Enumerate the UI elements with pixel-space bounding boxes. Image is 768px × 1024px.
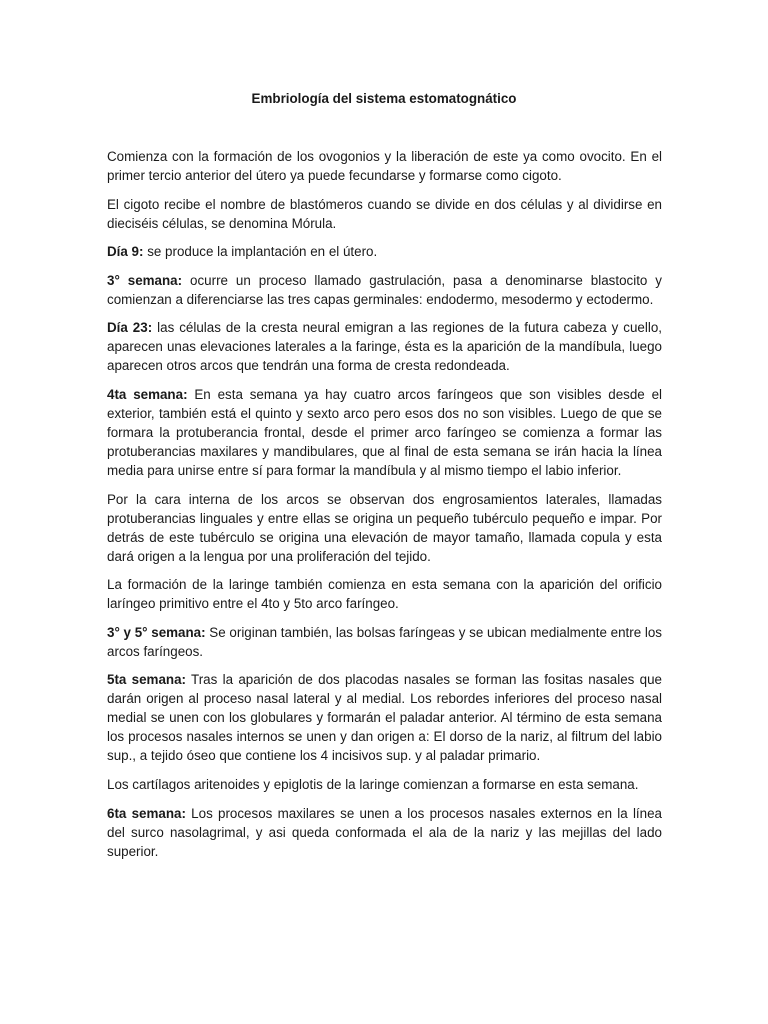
document-body xyxy=(107,147,662,870)
paragraph-text: Comienza con la formación de los ovogonios y la liberación de este ya como ovocito. En el primer tercio anterior del útero ya puede fecundarse y formarse como cigoto. xyxy=(107,149,662,183)
paragraph-label: Día 23: xyxy=(107,320,153,336)
document-title: Embriología del sistema estomatognático xyxy=(251,91,517,106)
paragraph xyxy=(107,271,662,309)
paragraph xyxy=(107,804,662,861)
paragraph xyxy=(107,147,662,185)
paragraph-label: 5ta semana: xyxy=(107,672,186,688)
paragraph xyxy=(107,623,662,661)
paragraph xyxy=(107,385,662,480)
paragraph xyxy=(107,775,662,794)
paragraph-text: En esta semana ya hay cuatro arcos faríngeos que son visibles desde el exterior, también está el quinto y sexto arco pero esos dos no son visibles. Luego de que se formara la protuberancia frontal, desde el primer arco faríngeo se comienza a formar las protuberancias maxilares y mandibulares, que al final de esta semana se irán hacia la línea media para unirse entre sí para formar la mandíbula y al mismo tiempo el labio inferior. xyxy=(107,386,662,478)
paragraph-text: Los cartílagos aritenoides y epiglotis de la laringe comienzan a formarse en esta semana. xyxy=(107,776,639,792)
paragraph-label: 3° semana: xyxy=(107,272,183,288)
paragraph-text: se produce la implantación en el útero. xyxy=(143,244,378,260)
paragraph-text: La formación de la laringe también comienza en esta semana con la aparición del orificio laríngeo primitivo entre el 4to y 5to arco faríngeo. xyxy=(107,577,662,612)
paragraph-label: 6ta semana: xyxy=(107,805,186,821)
paragraph-text: Los procesos maxilares se unen a los procesos nasales externos en la línea del surco nasolagrimal, y asi queda conformada el ala de la nariz y las mejillas del lado superior. xyxy=(107,805,662,859)
paragraph-text: Se originan también, las bolsas faríngeas y se ubican medialmente entre los arcos faríngeos. xyxy=(107,624,662,659)
paragraph xyxy=(107,195,662,233)
paragraph-text: las células de la cresta neural emigran a las regiones de la futura cabeza y cuello, aparecen unas elevaciones laterales a la faringe, ésta es la aparición de la mandíbula, luego aparecen otros arcos que tendrán una forma de cresta redondeada. xyxy=(107,320,662,374)
paragraph-text: Por la cara interna de los arcos se observan dos engrosamientos laterales, llamadas protuberancias linguales y entre ellas se origina un pequeño tubérculo pequeño e impar. Por detrás de este tubérculo se origina una elevación de mayor tamaño, llamada copula y esta dará origen a la lengua por una proliferación del tejido. xyxy=(107,491,662,564)
paragraph-text: ocurre un proceso llamado gastrulación, pasa a denominarse blastocito y comienzan a diferenciarse las tres capas germinales: endodermo, mesodermo y ectodermo. xyxy=(107,272,662,307)
paragraph-text: El cigoto recibe el nombre de blastómeros cuando se divide en dos células y al dividirse en dieciséis células, se denomina Mórula. xyxy=(107,196,662,231)
paragraph-text: Tras la aparición de dos placodas nasales se forman las fositas nasales que darán origen al proceso nasal lateral y al medial. Los rebordes inferiores del proceso nasal medial se unen con los globulares y formarán el paladar anterior. Al término de esta semana los procesos nasales internos se unen y dan origen a: El dorso de la nariz, al filtrum del labio sup., a tejido óseo que contiene los 4 incisivos sup. y al paladar primario. xyxy=(107,672,662,764)
paragraph-label: 3° y 5° semana: xyxy=(107,624,206,640)
paragraph-label: 4ta semana: xyxy=(107,386,188,402)
paragraph xyxy=(107,575,662,613)
paragraph xyxy=(107,670,662,765)
paragraph xyxy=(107,490,662,566)
paragraph xyxy=(107,242,662,261)
paragraph xyxy=(107,318,662,375)
paragraph-label: Día 9: xyxy=(107,244,144,260)
